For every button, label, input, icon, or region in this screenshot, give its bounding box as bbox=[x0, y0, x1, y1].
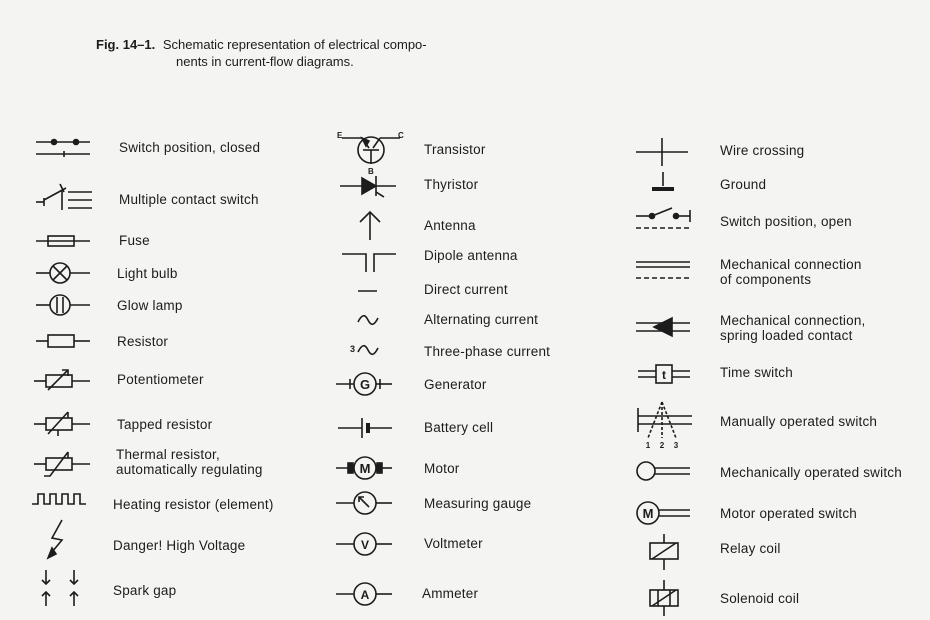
col3-label-8: Mechanically operated switch bbox=[720, 465, 902, 480]
col2-label-3: Antenna bbox=[424, 218, 476, 233]
high-voltage-icon bbox=[40, 518, 76, 560]
fuse-icon bbox=[36, 230, 94, 252]
transistor-pin-b: B bbox=[368, 167, 374, 176]
figure-caption bbox=[96, 36, 516, 70]
transistor-pin-e: E bbox=[337, 131, 343, 140]
col1-label-4: Light bulb bbox=[117, 266, 178, 281]
manual-switch-tick-1: 1 bbox=[645, 441, 651, 450]
col3-label-9: Motor operated switch bbox=[720, 506, 858, 521]
col2-label-12: Voltmeter bbox=[424, 536, 483, 551]
manual-switch-icon bbox=[634, 398, 696, 450]
motor-letter: M bbox=[359, 461, 371, 476]
col3-label-2: Ground bbox=[720, 177, 767, 192]
resistor-icon bbox=[36, 330, 94, 352]
caption-line-1: Schematic representation of electrical compo- bbox=[162, 37, 427, 52]
solenoid-coil-icon bbox=[644, 578, 684, 618]
motor-icon bbox=[336, 454, 396, 482]
three-phase-digit: 3 bbox=[350, 344, 356, 354]
caption-line-2: nents in current-flow diagrams. bbox=[176, 54, 354, 69]
col1-label-2: Multiple contact switch bbox=[119, 192, 259, 207]
col1-label-9a: Thermal resistor, bbox=[116, 447, 220, 462]
col1-label-9b: automatically regulating bbox=[116, 462, 263, 477]
col3-label-5b: spring loaded contact bbox=[720, 328, 853, 343]
mechanical-connection-icon bbox=[634, 256, 694, 284]
figure-number: Fig. 14–1. bbox=[96, 37, 156, 52]
mechanical-switch-icon bbox=[634, 458, 694, 484]
thyristor-icon bbox=[340, 174, 400, 198]
light-bulb-icon bbox=[36, 260, 94, 286]
potentiometer-icon bbox=[34, 366, 94, 394]
col1-label-6: Resistor bbox=[117, 334, 169, 349]
direct-current-icon bbox=[355, 284, 381, 298]
glow-lamp-icon bbox=[36, 292, 94, 318]
col3-label-4a: Mechanical connection bbox=[720, 257, 862, 272]
spark-gap-icon bbox=[36, 568, 86, 608]
ground-icon bbox=[644, 170, 684, 196]
col3-label-10: Relay coil bbox=[720, 541, 781, 556]
col2-label-4: Dipole antenna bbox=[424, 248, 518, 263]
multiple-contact-switch-icon bbox=[36, 180, 94, 214]
col1-label-1: Switch position, closed bbox=[119, 140, 261, 155]
col2-label-10: Motor bbox=[424, 461, 460, 476]
antenna-icon bbox=[355, 210, 385, 242]
col1-label-8: Tapped resistor bbox=[117, 417, 213, 432]
voltmeter-letter: V bbox=[360, 538, 370, 552]
col2-label-5: Direct current bbox=[424, 282, 508, 297]
col1-label-12: Spark gap bbox=[113, 583, 177, 598]
manual-switch-tick-3: 3 bbox=[673, 441, 679, 450]
col3-label-4b: of components bbox=[720, 272, 812, 287]
ammeter-icon bbox=[336, 580, 396, 608]
time-switch-icon bbox=[636, 362, 694, 386]
col2-label-8: Generator bbox=[424, 377, 487, 392]
col2-label-13: Ammeter bbox=[422, 586, 479, 601]
motor-switch-icon bbox=[634, 498, 694, 528]
tapped-resistor-icon bbox=[34, 408, 94, 438]
dipole-antenna-icon bbox=[340, 248, 400, 274]
col2-label-1: Transistor bbox=[424, 142, 486, 157]
battery-cell-icon bbox=[336, 414, 396, 442]
col1-label-10: Heating resistor (element) bbox=[113, 497, 274, 512]
col3-label-6: Time switch bbox=[720, 365, 793, 380]
voltmeter-icon bbox=[336, 530, 396, 558]
col2-label-9: Battery cell bbox=[424, 420, 494, 435]
spring-loaded-contact-icon bbox=[634, 314, 694, 340]
time-switch-letter: t bbox=[662, 368, 666, 382]
switch-closed-icon bbox=[36, 134, 94, 162]
col1-label-5: Glow lamp bbox=[117, 298, 183, 313]
measuring-gauge-icon bbox=[336, 488, 396, 518]
col1-label-11: Danger! High Voltage bbox=[113, 538, 246, 553]
col2-label-7: Three-phase current bbox=[424, 344, 551, 359]
alternating-current-icon bbox=[355, 312, 381, 328]
col1-label-3: Fuse bbox=[119, 233, 150, 248]
heating-resistor-icon bbox=[32, 490, 92, 510]
manual-switch-tick-2: 2 bbox=[659, 441, 665, 450]
col3-label-3: Switch position, open bbox=[720, 214, 852, 229]
three-phase-current-icon bbox=[348, 342, 382, 358]
col2-label-11: Measuring gauge bbox=[424, 496, 532, 511]
transistor-pin-c: C bbox=[398, 131, 404, 140]
transistor-icon bbox=[336, 128, 406, 176]
motor-switch-letter: M bbox=[642, 506, 654, 521]
col3-label-7: Manually operated switch bbox=[720, 414, 878, 429]
col2-label-2: Thyristor bbox=[424, 177, 479, 192]
col3-label-5a: Mechanical connection, bbox=[720, 313, 866, 328]
generator-letter: G bbox=[359, 377, 371, 392]
col3-label-11: Solenoid coil bbox=[720, 591, 800, 606]
wire-crossing-icon bbox=[634, 136, 692, 168]
ammeter-letter: A bbox=[360, 588, 370, 602]
col2-label-6: Alternating current bbox=[424, 312, 539, 327]
generator-icon bbox=[336, 370, 396, 398]
relay-coil-icon bbox=[644, 532, 684, 572]
switch-open-icon bbox=[634, 202, 694, 236]
col1-label-7: Potentiometer bbox=[117, 372, 204, 387]
thermal-resistor-icon bbox=[34, 448, 94, 478]
col3-label-1: Wire crossing bbox=[720, 143, 805, 158]
